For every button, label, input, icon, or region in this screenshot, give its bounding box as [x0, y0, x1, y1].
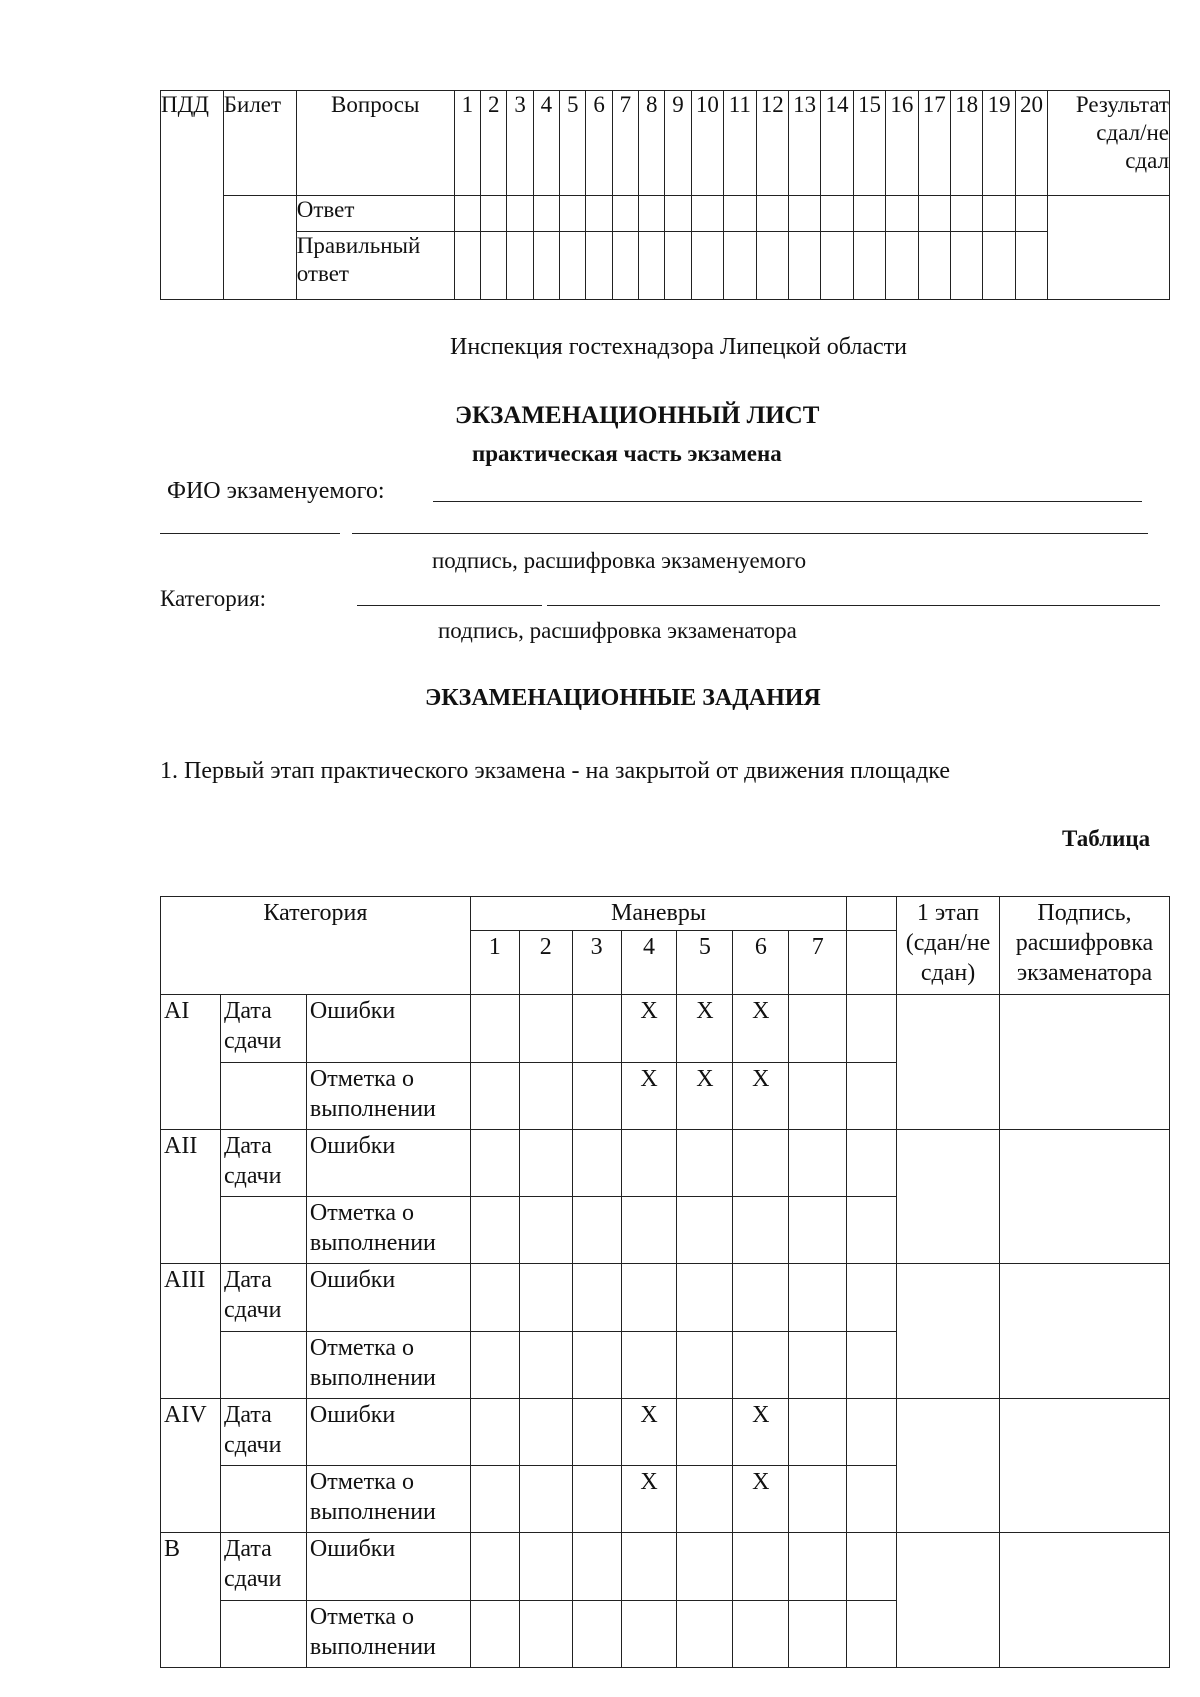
category-cell: B	[161, 1533, 221, 1668]
extra-cell[interactable]	[847, 1398, 897, 1465]
question-number: 2	[481, 91, 507, 196]
maneuver-number: 5	[677, 931, 733, 995]
correct-cell[interactable]	[586, 232, 612, 300]
error-cell[interactable]: X	[621, 1398, 677, 1465]
mark-cell[interactable]	[677, 1197, 733, 1264]
extra-cell[interactable]	[847, 1197, 897, 1264]
mark-cell[interactable]	[733, 1331, 789, 1398]
mark-cell[interactable]	[572, 1466, 621, 1533]
examinee-signature-line[interactable]	[160, 533, 340, 534]
examiner-name-line[interactable]	[547, 605, 1160, 606]
maneuver-number: 7	[789, 931, 847, 995]
correct-cell[interactable]	[886, 232, 918, 300]
mark-label: Отметка о выполнении	[306, 1466, 470, 1533]
pdd-header: ПДД	[161, 91, 224, 300]
category-cell: AI	[161, 995, 221, 1130]
answer-cell[interactable]	[918, 196, 950, 232]
correct-cell[interactable]	[560, 232, 586, 300]
error-cell[interactable]	[789, 1533, 847, 1600]
error-cell[interactable]	[519, 1533, 572, 1600]
correct-cell[interactable]	[612, 232, 638, 300]
answer-cell[interactable]	[724, 196, 756, 232]
mark-cell[interactable]	[519, 1600, 572, 1667]
category-cell: AII	[161, 1129, 221, 1264]
maneuvers-table	[160, 896, 1170, 1668]
answer-cell[interactable]	[983, 196, 1015, 232]
correct-cell[interactable]	[918, 232, 950, 300]
extra-header-cell	[847, 897, 897, 931]
question-number: 8	[639, 91, 665, 196]
date-cell[interactable]	[220, 1062, 306, 1129]
examiner-signature-caption: подпись, расшифровка экзаменатора	[438, 618, 797, 643]
date-cell[interactable]	[220, 1466, 306, 1533]
extra-cell[interactable]	[847, 1331, 897, 1398]
date-label: Дата сдачи	[220, 1264, 306, 1331]
errors-row	[161, 1533, 1170, 1600]
correct-cell[interactable]	[691, 232, 723, 300]
answer-cell[interactable]	[639, 196, 665, 232]
question-number: 11	[724, 91, 756, 196]
maneuver-number: 3	[572, 931, 621, 995]
question-number: 3	[507, 91, 533, 196]
mark-cell[interactable]: X	[621, 1466, 677, 1533]
date-label: Дата сдачи	[220, 1129, 306, 1196]
ticket-cell[interactable]	[223, 196, 296, 300]
error-cell[interactable]	[470, 995, 519, 1062]
error-cell[interactable]	[733, 1129, 789, 1196]
extra-cell[interactable]	[847, 1600, 897, 1667]
mark-cell[interactable]	[789, 1197, 847, 1264]
examiner-signature-line[interactable]	[357, 605, 542, 606]
error-cell[interactable]	[519, 1264, 572, 1331]
extra-cell[interactable]	[847, 1264, 897, 1331]
answer-cell[interactable]	[560, 196, 586, 232]
date-cell[interactable]	[220, 1600, 306, 1667]
examiner-signature-cell[interactable]	[999, 1533, 1169, 1668]
mark-cell[interactable]: X	[733, 1062, 789, 1129]
extra-cell[interactable]	[847, 1062, 897, 1129]
errors-label: Ошибки	[306, 1398, 470, 1465]
mark-cell[interactable]	[677, 1331, 733, 1398]
error-cell[interactable]	[519, 995, 572, 1062]
fio-label: ФИО экзаменуемого:	[167, 478, 385, 504]
error-cell[interactable]: X	[677, 995, 733, 1062]
error-cell[interactable]	[470, 1533, 519, 1600]
stage1-description: 1. Первый этап практического экзамена - на закрытой от движения площадке	[160, 758, 950, 784]
examinee-signature-caption: подпись, расшифровка экзаменуемого	[432, 548, 807, 573]
extra-cell[interactable]	[847, 995, 897, 1062]
error-cell[interactable]	[677, 1264, 733, 1331]
error-cell[interactable]	[733, 1264, 789, 1331]
mark-cell[interactable]	[572, 1600, 621, 1667]
mark-label: Отметка о выполнении	[306, 1331, 470, 1398]
answer-cell[interactable]	[886, 196, 918, 232]
error-cell[interactable]	[572, 1129, 621, 1196]
errors-row	[161, 1398, 1170, 1465]
mark-cell[interactable]	[470, 1197, 519, 1264]
question-number: 5	[560, 91, 586, 196]
mark-cell[interactable]	[621, 1197, 677, 1264]
answer-row-label: Ответ	[296, 196, 454, 232]
category-cell: AIV	[161, 1398, 221, 1533]
ticket-header: Билет	[223, 91, 296, 196]
date-cell[interactable]	[220, 1331, 306, 1398]
examinee-name-line[interactable]	[352, 533, 1148, 534]
correct-cell[interactable]	[533, 232, 559, 300]
error-cell[interactable]	[621, 1129, 677, 1196]
correct-cell[interactable]	[639, 232, 665, 300]
question-number: 9	[665, 91, 691, 196]
stage-result-cell[interactable]	[897, 995, 1000, 1130]
answer-cell[interactable]	[950, 196, 982, 232]
error-cell[interactable]	[572, 1398, 621, 1465]
error-cell[interactable]	[677, 1398, 733, 1465]
question-number: 6	[586, 91, 612, 196]
error-cell[interactable]	[470, 1398, 519, 1465]
correct-cell[interactable]	[507, 232, 533, 300]
mark-cell[interactable]	[789, 1062, 847, 1129]
answer-cell[interactable]	[691, 196, 723, 232]
correct-cell[interactable]	[821, 232, 853, 300]
mark-cell[interactable]	[470, 1600, 519, 1667]
error-cell[interactable]	[621, 1533, 677, 1600]
question-number: 14	[821, 91, 853, 196]
errors-row	[161, 1129, 1170, 1196]
question-number: 13	[788, 91, 820, 196]
extra-cell[interactable]	[847, 1129, 897, 1196]
category-label: Категория:	[160, 586, 267, 611]
mark-cell[interactable]	[519, 1466, 572, 1533]
category-header: Категория	[161, 897, 471, 995]
error-cell[interactable]	[572, 1264, 621, 1331]
answer-cell[interactable]	[481, 196, 507, 232]
correct-cell[interactable]	[665, 232, 691, 300]
correct-cell[interactable]	[853, 232, 885, 300]
result-header: Результат сдал/не сдал	[1048, 91, 1170, 196]
error-cell[interactable]	[519, 1398, 572, 1465]
error-cell[interactable]	[572, 995, 621, 1062]
page-title: ЭКЗАМЕНАЦИОННЫЙ ЛИСТ	[455, 402, 820, 429]
error-cell[interactable]	[677, 1533, 733, 1600]
error-cell[interactable]	[572, 1533, 621, 1600]
correct-cell[interactable]	[481, 232, 507, 300]
maneuvers-header: Маневры	[470, 897, 846, 931]
errors-row	[161, 1264, 1170, 1331]
error-cell[interactable]	[470, 1129, 519, 1196]
date-label: Дата сдачи	[220, 1533, 306, 1600]
mark-label: Отметка о выполнении	[306, 1197, 470, 1264]
errors-label: Ошибки	[306, 995, 470, 1062]
answer-cell[interactable]	[665, 196, 691, 232]
errors-label: Ошибки	[306, 1533, 470, 1600]
question-number: 10	[691, 91, 723, 196]
fio-field[interactable]	[433, 501, 1142, 502]
mark-cell[interactable]	[677, 1466, 733, 1533]
mark-cell[interactable]	[572, 1331, 621, 1398]
stage-result-cell[interactable]	[897, 1533, 1000, 1668]
mark-cell[interactable]	[470, 1466, 519, 1533]
signature-header: Подпись, расшифровка экзаменатора	[999, 897, 1169, 995]
mark-label: Отметка о выполнении	[306, 1062, 470, 1129]
answer-cell[interactable]	[756, 196, 788, 232]
questions-header: Вопросы	[296, 91, 454, 196]
mark-cell[interactable]	[677, 1600, 733, 1667]
tasks-title: ЭКЗАМЕНАЦИОННЫЕ ЗАДАНИЯ	[425, 685, 821, 711]
extra-cell[interactable]	[847, 1533, 897, 1600]
error-cell[interactable]	[470, 1264, 519, 1331]
question-number: 19	[983, 91, 1015, 196]
error-cell[interactable]	[789, 995, 847, 1062]
answers-table	[160, 90, 1170, 300]
stage-result-cell[interactable]	[897, 1398, 1000, 1533]
correct-cell[interactable]	[950, 232, 982, 300]
mark-cell[interactable]	[470, 1331, 519, 1398]
date-label: Дата сдачи	[220, 1398, 306, 1465]
stage-header: 1 этап (сдан/не сдан)	[897, 897, 1000, 995]
mark-cell[interactable]	[621, 1600, 677, 1667]
maneuver-number: 4	[621, 931, 677, 995]
result-cell[interactable]	[1048, 196, 1170, 300]
correct-row-label: Правильный ответ	[296, 232, 454, 300]
mark-cell[interactable]	[519, 1197, 572, 1264]
mark-cell[interactable]	[572, 1062, 621, 1129]
error-cell[interactable]	[519, 1129, 572, 1196]
maneuver-number: 1	[470, 931, 519, 995]
correct-cell[interactable]	[724, 232, 756, 300]
stage-result-cell[interactable]	[897, 1264, 1000, 1399]
mark-cell[interactable]	[789, 1331, 847, 1398]
errors-label: Ошибки	[306, 1264, 470, 1331]
mark-cell[interactable]	[519, 1062, 572, 1129]
mark-cell[interactable]	[733, 1197, 789, 1264]
mark-cell[interactable]	[519, 1331, 572, 1398]
stage-result-cell[interactable]	[897, 1129, 1000, 1264]
category-cell: AIII	[161, 1264, 221, 1399]
answer-cell[interactable]	[533, 196, 559, 232]
error-cell[interactable]	[621, 1264, 677, 1331]
examiner-signature-cell[interactable]	[999, 1398, 1169, 1533]
correct-cell[interactable]	[756, 232, 788, 300]
mark-cell[interactable]: X	[621, 1062, 677, 1129]
extra-cell[interactable]	[847, 1466, 897, 1533]
mark-label: Отметка о выполнении	[306, 1600, 470, 1667]
errors-row	[161, 995, 1170, 1062]
maneuver-number: 6	[733, 931, 789, 995]
correct-cell[interactable]	[1015, 232, 1047, 300]
error-cell[interactable]	[789, 1398, 847, 1465]
mark-cell[interactable]	[789, 1600, 847, 1667]
error-cell[interactable]: X	[733, 995, 789, 1062]
mark-cell[interactable]	[470, 1062, 519, 1129]
error-cell[interactable]	[677, 1129, 733, 1196]
examiner-signature-cell[interactable]	[999, 1129, 1169, 1264]
correct-cell[interactable]	[983, 232, 1015, 300]
question-number: 12	[756, 91, 788, 196]
mark-cell[interactable]	[572, 1197, 621, 1264]
date-label: Дата сдачи	[220, 995, 306, 1062]
mark-cell[interactable]: X	[677, 1062, 733, 1129]
answer-cell[interactable]	[507, 196, 533, 232]
answer-cell[interactable]	[821, 196, 853, 232]
question-number: 18	[950, 91, 982, 196]
question-number: 17	[918, 91, 950, 196]
answer-cell[interactable]	[586, 196, 612, 232]
question-number: 20	[1015, 91, 1047, 196]
answer-cell[interactable]	[454, 196, 480, 232]
question-number: 1	[454, 91, 480, 196]
error-cell[interactable]	[789, 1129, 847, 1196]
examiner-signature-cell[interactable]	[999, 995, 1169, 1130]
answer-cell[interactable]	[853, 196, 885, 232]
correct-cell[interactable]	[788, 232, 820, 300]
date-cell[interactable]	[220, 1197, 306, 1264]
error-cell[interactable]	[733, 1533, 789, 1600]
correct-cell[interactable]	[454, 232, 480, 300]
mark-cell[interactable]: X	[733, 1466, 789, 1533]
inspection-name: Инспекция гостехнадзора Липецкой области	[450, 334, 907, 360]
answer-cell[interactable]	[1015, 196, 1047, 232]
examiner-signature-cell[interactable]	[999, 1264, 1169, 1399]
question-number: 7	[612, 91, 638, 196]
page-subtitle: практическая часть экзамена	[472, 441, 782, 466]
maneuver-number: 2	[519, 931, 572, 995]
mark-cell[interactable]	[621, 1331, 677, 1398]
mark-cell[interactable]	[733, 1600, 789, 1667]
answer-cell[interactable]	[788, 196, 820, 232]
question-number: 4	[533, 91, 559, 196]
table-label: Таблица	[1062, 826, 1151, 851]
extra-header-cell	[847, 931, 897, 995]
error-cell[interactable]	[789, 1264, 847, 1331]
answer-cell[interactable]	[612, 196, 638, 232]
question-number: 15	[853, 91, 885, 196]
errors-label: Ошибки	[306, 1129, 470, 1196]
question-number: 16	[886, 91, 918, 196]
error-cell[interactable]: X	[621, 995, 677, 1062]
error-cell[interactable]: X	[733, 1398, 789, 1465]
mark-cell[interactable]	[789, 1466, 847, 1533]
